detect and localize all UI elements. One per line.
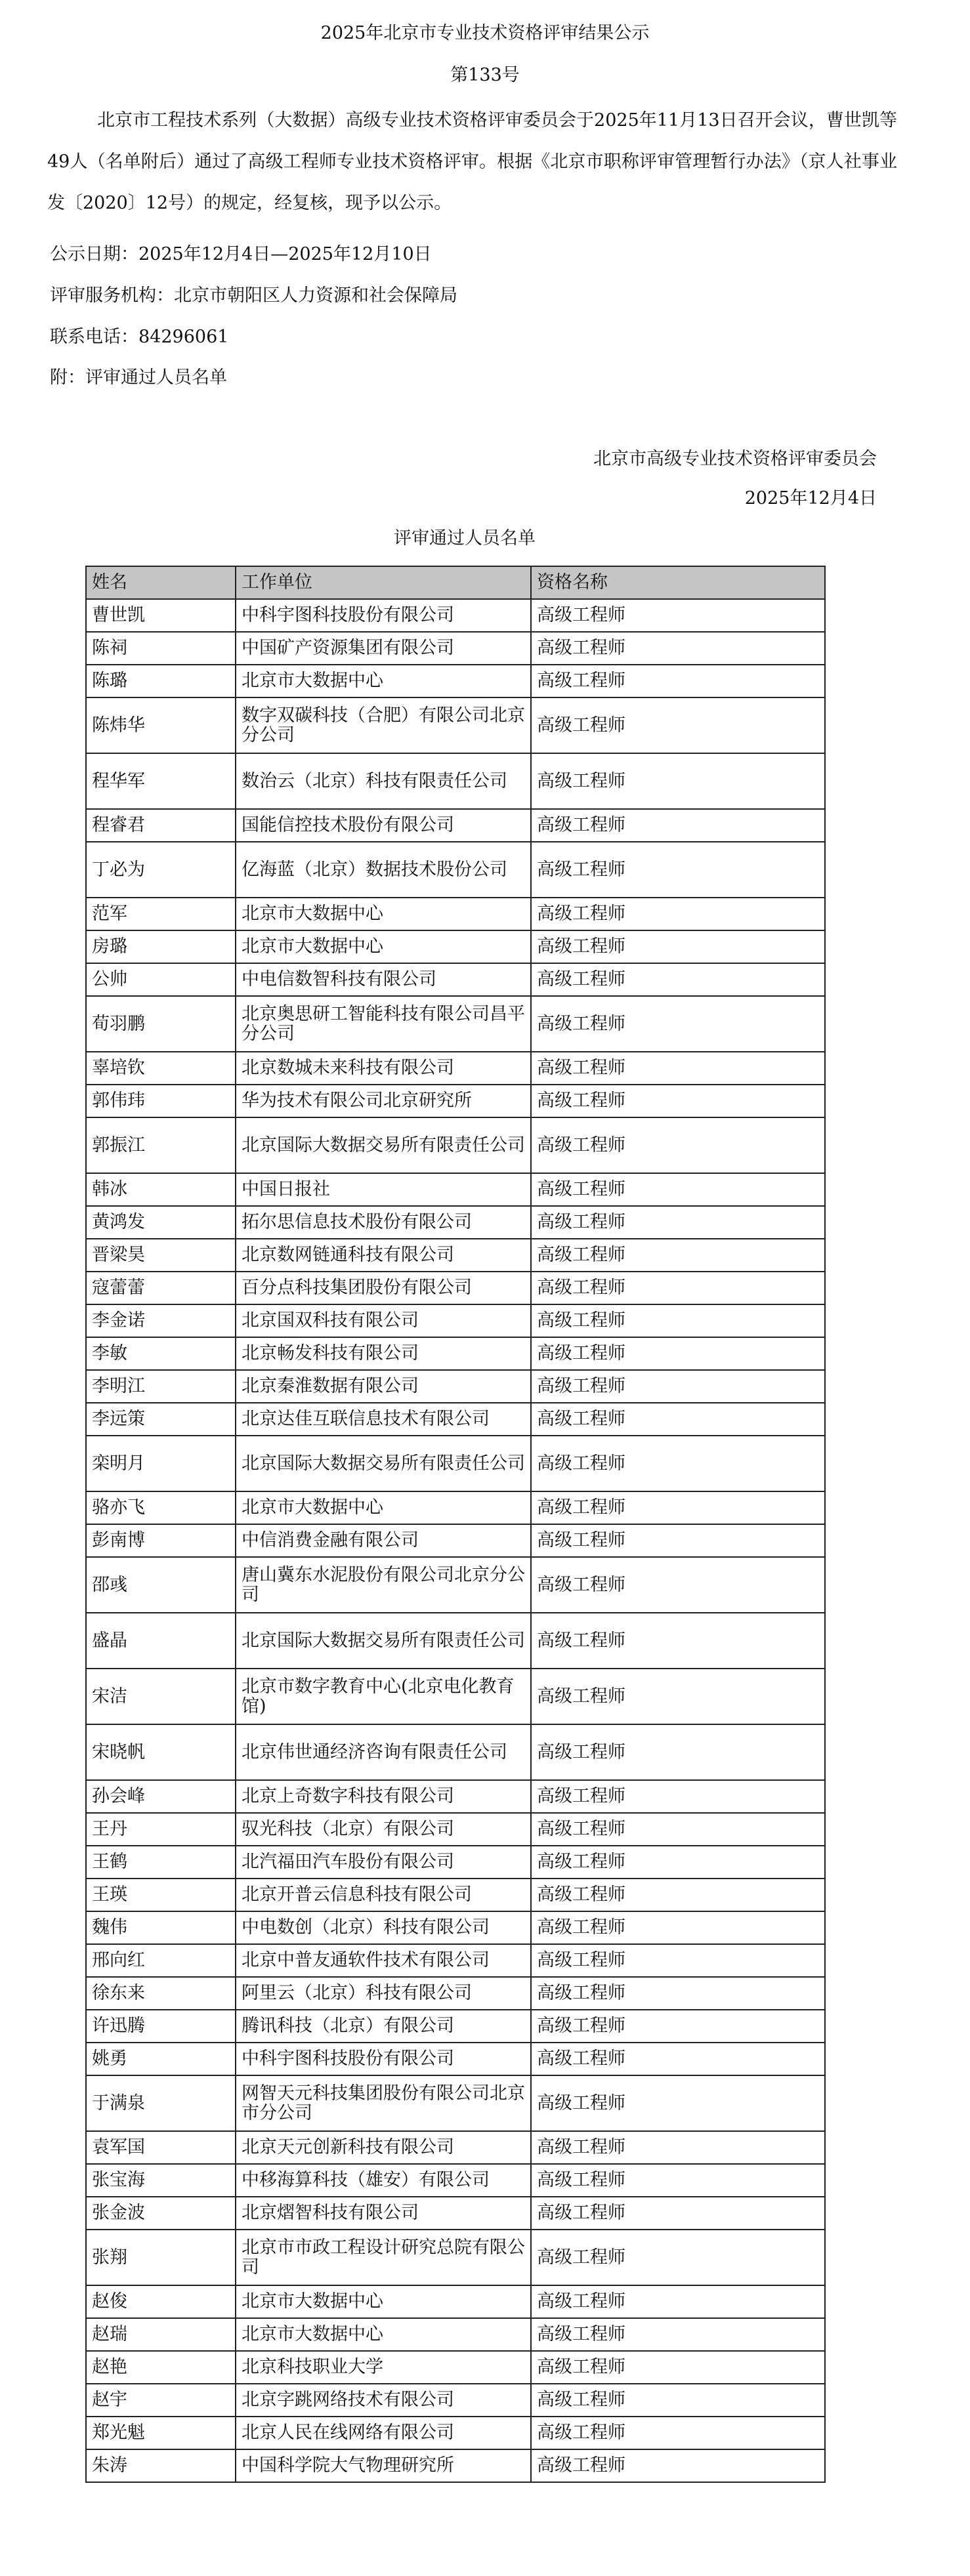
cell-org: 北京市市政工程设计研究总院有限公司 xyxy=(236,2230,531,2285)
cell-org: 北汽福田汽车股份有限公司 xyxy=(236,1846,531,1879)
cell-org: 北京市大数据中心 xyxy=(236,1491,531,1524)
cell-org: 北京科技职业大学 xyxy=(236,2351,531,2384)
table-row xyxy=(86,1304,825,1337)
cell-name: 范军 xyxy=(86,898,236,930)
cell-org: 中科宇图科技股份有限公司 xyxy=(236,2043,531,2075)
cell-org: 中国日报社 xyxy=(236,1173,531,1206)
cell-qualification: 高级工程师 xyxy=(531,1206,825,1239)
table-row xyxy=(86,1370,825,1403)
cell-name: 李金诺 xyxy=(86,1304,236,1337)
cell-name: 晋梁昊 xyxy=(86,1239,236,1272)
cell-qualification: 高级工程师 xyxy=(531,1669,825,1724)
cell-org: 亿海蓝（北京）数据技术股份公司 xyxy=(236,842,531,898)
cell-org: 阿里云（北京）科技有限公司 xyxy=(236,1977,531,2010)
cell-org: 网智天元科技集团股份有限公司北京市分公司 xyxy=(236,2075,531,2131)
cell-name: 李敏 xyxy=(86,1337,236,1370)
cell-qualification: 高级工程师 xyxy=(531,1780,825,1813)
table-row xyxy=(86,1491,825,1524)
cell-org: 拓尔思信息技术股份有限公司 xyxy=(236,1206,531,1239)
table-row xyxy=(86,1911,825,1944)
cell-org: 华为技术有限公司北京研究所 xyxy=(236,1085,531,1117)
cell-qualification: 高级工程师 xyxy=(531,1977,825,2010)
cell-org: 中国矿产资源集团有限公司 xyxy=(236,632,531,665)
cell-qualification: 高级工程师 xyxy=(531,1524,825,1557)
table-row xyxy=(86,697,825,753)
cell-name: 宋晓帆 xyxy=(86,1724,236,1780)
cell-name: 张金波 xyxy=(86,2197,236,2230)
table-row xyxy=(86,2043,825,2075)
cell-name: 姚勇 xyxy=(86,2043,236,2075)
table-row xyxy=(86,1780,825,1813)
header-name: 姓名 xyxy=(86,566,236,599)
cell-qualification: 高级工程师 xyxy=(531,1491,825,1524)
cell-qualification: 高级工程师 xyxy=(531,697,825,753)
cell-qualification: 高级工程师 xyxy=(531,930,825,963)
cell-qualification: 高级工程师 xyxy=(531,1557,825,1613)
cell-name: 丁必为 xyxy=(86,842,236,898)
table-row xyxy=(86,1117,825,1173)
cell-qualification: 高级工程师 xyxy=(531,2043,825,2075)
cell-qualification: 高级工程师 xyxy=(531,996,825,1052)
cell-org: 北京中普友通软件技术有限公司 xyxy=(236,1944,531,1977)
table-row xyxy=(86,1272,825,1304)
cell-qualification: 高级工程师 xyxy=(531,2230,825,2285)
roster-table xyxy=(85,566,826,2483)
cell-org: 北京市大数据中心 xyxy=(236,2285,531,2318)
cell-org: 北京畅发科技有限公司 xyxy=(236,1337,531,1370)
cell-org: 北京市大数据中心 xyxy=(236,665,531,697)
cell-name: 黄鸿发 xyxy=(86,1206,236,1239)
cell-qualification: 高级工程师 xyxy=(531,842,825,898)
table-row xyxy=(86,1239,825,1272)
cell-qualification: 高级工程师 xyxy=(531,963,825,996)
cell-name: 张翔 xyxy=(86,2230,236,2285)
cell-name: 王鹤 xyxy=(86,1846,236,1879)
cell-org: 北京上奇数字科技有限公司 xyxy=(236,1780,531,1813)
cell-qualification: 高级工程师 xyxy=(531,2351,825,2384)
cell-qualification: 高级工程师 xyxy=(531,2318,825,2351)
cell-name: 郭伟玮 xyxy=(86,1085,236,1117)
table-row xyxy=(86,1085,825,1117)
cell-name: 寇蕾蕾 xyxy=(86,1272,236,1304)
cell-name: 朱涛 xyxy=(86,2449,236,2482)
table-row xyxy=(86,1524,825,1557)
cell-name: 邵彧 xyxy=(86,1557,236,1613)
cell-org: 数字双碳科技（合肥）有限公司北京分公司 xyxy=(236,697,531,753)
cell-name: 宋洁 xyxy=(86,1669,236,1724)
cell-name: 程睿君 xyxy=(86,809,236,842)
header-org: 工作单位 xyxy=(236,566,531,599)
cell-qualification: 高级工程师 xyxy=(531,1272,825,1304)
cell-qualification: 高级工程师 xyxy=(531,1724,825,1780)
cell-qualification: 高级工程师 xyxy=(531,1370,825,1403)
table-row xyxy=(86,2164,825,2197)
cell-qualification: 高级工程师 xyxy=(531,2010,825,2043)
roster-title: 评审通过人员名单 xyxy=(394,528,536,549)
cell-name: 公帅 xyxy=(86,963,236,996)
table-row xyxy=(86,963,825,996)
table-row xyxy=(86,1436,825,1491)
cell-qualification: 高级工程师 xyxy=(531,1436,825,1491)
table-row xyxy=(86,1613,825,1669)
table-row xyxy=(86,2075,825,2131)
cell-qualification: 高级工程师 xyxy=(531,1613,825,1669)
table-row xyxy=(86,2131,825,2164)
cell-qualification: 高级工程师 xyxy=(531,1173,825,1206)
cell-name: 曹世凯 xyxy=(86,599,236,632)
cell-qualification: 高级工程师 xyxy=(531,1944,825,1977)
table-row xyxy=(86,930,825,963)
table-row xyxy=(86,1724,825,1780)
cell-name: 盛晶 xyxy=(86,1613,236,1669)
cell-org: 北京伟世通经济咨询有限责任公司 xyxy=(236,1724,531,1780)
cell-org: 中科宇图科技股份有限公司 xyxy=(236,599,531,632)
cell-org: 百分点科技集团股份有限公司 xyxy=(236,1272,531,1304)
cell-org: 北京市数字教育中心(北京电化教育馆) xyxy=(236,1669,531,1724)
cell-name: 荀羽鹏 xyxy=(86,996,236,1052)
table-row xyxy=(86,842,825,898)
contact-phone: 联系电话：84296061 xyxy=(50,327,229,347)
cell-qualification: 高级工程师 xyxy=(531,2384,825,2417)
cell-qualification: 高级工程师 xyxy=(531,2417,825,2449)
cell-qualification: 高级工程师 xyxy=(531,1117,825,1173)
table-row xyxy=(86,2417,825,2449)
cell-qualification: 高级工程师 xyxy=(531,2075,825,2131)
cell-name: 程华军 xyxy=(86,753,236,809)
cell-qualification: 高级工程师 xyxy=(531,898,825,930)
cell-name: 李明江 xyxy=(86,1370,236,1403)
cell-name: 邢向红 xyxy=(86,1944,236,1977)
table-row xyxy=(86,2449,825,2482)
cell-qualification: 高级工程师 xyxy=(531,1879,825,1911)
table-row xyxy=(86,2010,825,2043)
header-qualification: 资格名称 xyxy=(531,566,825,599)
table-row xyxy=(86,1879,825,1911)
table-row xyxy=(86,2384,825,2417)
roster-body xyxy=(86,599,825,2482)
document-number: 第133号 xyxy=(450,65,520,85)
cell-name: 郭振江 xyxy=(86,1117,236,1173)
table-row xyxy=(86,809,825,842)
cell-org: 腾讯科技（北京）有限公司 xyxy=(236,2010,531,2043)
cell-org: 驭光科技（北京）有限公司 xyxy=(236,1813,531,1846)
cell-name: 孙会峰 xyxy=(86,1780,236,1813)
cell-name: 王瑛 xyxy=(86,1879,236,1911)
cell-qualification: 高级工程师 xyxy=(531,753,825,809)
cell-org: 中电数创（北京）科技有限公司 xyxy=(236,1911,531,1944)
announcement-paragraph: 北京市工程技术系列（大数据）高级专业技术资格评审委员会于2025年11月13日召开会议，曹世凯等49人（名单附后）通过了高级工程师专业技术资格评审。根据《北京市职称评审管理暂行办法》（京人社事业发〔2020〕12号）的规定，经复核，现予以公示。 xyxy=(47,110,897,213)
cell-org: 北京人民在线网络有限公司 xyxy=(236,2417,531,2449)
table-row xyxy=(86,2318,825,2351)
table-row xyxy=(86,1052,825,1085)
cell-qualification: 高级工程师 xyxy=(531,1239,825,1272)
cell-qualification: 高级工程师 xyxy=(531,1085,825,1117)
cell-qualification: 高级工程师 xyxy=(531,1403,825,1436)
cell-qualification: 高级工程师 xyxy=(531,1911,825,1944)
cell-name: 张宝海 xyxy=(86,2164,236,2197)
cell-qualification: 高级工程师 xyxy=(531,809,825,842)
cell-qualification: 高级工程师 xyxy=(531,2197,825,2230)
cell-name: 郑光魁 xyxy=(86,2417,236,2449)
cell-qualification: 高级工程师 xyxy=(531,1304,825,1337)
cell-qualification: 高级工程师 xyxy=(531,665,825,697)
table-row xyxy=(86,1846,825,1879)
table-row xyxy=(86,1977,825,2010)
cell-qualification: 高级工程师 xyxy=(531,1052,825,1085)
cell-org: 北京国际大数据交易所有限责任公司 xyxy=(236,1117,531,1173)
table-header-row xyxy=(86,566,825,599)
cell-qualification: 高级工程师 xyxy=(531,2131,825,2164)
cell-name: 李远策 xyxy=(86,1403,236,1436)
table-row xyxy=(86,753,825,809)
cell-qualification: 高级工程师 xyxy=(531,1846,825,1879)
cell-name: 彭南博 xyxy=(86,1524,236,1557)
cell-name: 袁军国 xyxy=(86,2131,236,2164)
cell-name: 赵宇 xyxy=(86,2384,236,2417)
cell-org: 北京市大数据中心 xyxy=(236,930,531,963)
cell-org: 北京国际大数据交易所有限责任公司 xyxy=(236,1613,531,1669)
table-row xyxy=(86,1557,825,1613)
table-row xyxy=(86,2230,825,2285)
cell-name: 王丹 xyxy=(86,1813,236,1846)
cell-qualification: 高级工程师 xyxy=(531,1813,825,1846)
table-row xyxy=(86,996,825,1052)
cell-org: 北京秦淮数据有限公司 xyxy=(236,1370,531,1403)
cell-org: 北京熠智科技有限公司 xyxy=(236,2197,531,2230)
cell-org: 数治云（北京）科技有限责任公司 xyxy=(236,753,531,809)
table-row xyxy=(86,1669,825,1724)
table-row xyxy=(86,1206,825,1239)
cell-name: 徐东来 xyxy=(86,1977,236,2010)
cell-name: 骆亦飞 xyxy=(86,1491,236,1524)
cell-qualification: 高级工程师 xyxy=(531,632,825,665)
table-row xyxy=(86,1173,825,1206)
cell-name: 栾明月 xyxy=(86,1436,236,1491)
cell-org: 北京国双科技有限公司 xyxy=(236,1304,531,1337)
cell-name: 房璐 xyxy=(86,930,236,963)
attachment-note: 附：评审通过人员名单 xyxy=(50,367,227,388)
table-row xyxy=(86,1944,825,1977)
cell-name: 赵艳 xyxy=(86,2351,236,2384)
cell-name: 陈璐 xyxy=(86,665,236,697)
cell-org: 北京字跳网络技术有限公司 xyxy=(236,2384,531,2417)
cell-name: 韩冰 xyxy=(86,1173,236,1206)
cell-org: 北京数网链通科技有限公司 xyxy=(236,1239,531,1272)
cell-org: 中国科学院大气物理研究所 xyxy=(236,2449,531,2482)
table-row xyxy=(86,898,825,930)
cell-org: 中信消费金融有限公司 xyxy=(236,1524,531,1557)
cell-name: 许迅腾 xyxy=(86,2010,236,2043)
table-row xyxy=(86,1813,825,1846)
cell-name: 赵俊 xyxy=(86,2285,236,2318)
cell-org: 北京数城未来科技有限公司 xyxy=(236,1052,531,1085)
cell-org: 北京开普云信息科技有限公司 xyxy=(236,1879,531,1911)
table-row xyxy=(86,665,825,697)
cell-org: 北京天元创新科技有限公司 xyxy=(236,2131,531,2164)
cell-org: 国能信控技术股份有限公司 xyxy=(236,809,531,842)
cell-org: 北京市大数据中心 xyxy=(236,2318,531,2351)
service-agency: 评审服务机构：北京市朝阳区人力资源和社会保障局 xyxy=(50,285,457,306)
cell-qualification: 高级工程师 xyxy=(531,599,825,632)
cell-name: 于满泉 xyxy=(86,2075,236,2131)
cell-org: 唐山冀东水泥股份有限公司北京分公司 xyxy=(236,1557,531,1613)
cell-qualification: 高级工程师 xyxy=(531,2285,825,2318)
cell-org: 北京国际大数据交易所有限责任公司 xyxy=(236,1436,531,1491)
table-row xyxy=(86,2197,825,2230)
cell-org: 北京达佳互联信息技术有限公司 xyxy=(236,1403,531,1436)
cell-org: 北京市大数据中心 xyxy=(236,898,531,930)
cell-name: 陈炜华 xyxy=(86,697,236,753)
cell-name: 赵瑞 xyxy=(86,2318,236,2351)
cell-org: 中移海算科技（雄安）有限公司 xyxy=(236,2164,531,2197)
table-row xyxy=(86,632,825,665)
document-title: 2025年北京市专业技术资格评审结果公示 xyxy=(320,23,650,43)
cell-qualification: 高级工程师 xyxy=(531,2164,825,2197)
cell-qualification: 高级工程师 xyxy=(531,2449,825,2482)
table-row xyxy=(86,1337,825,1370)
issuer-name: 北京市高级专业技术资格评审委员会 xyxy=(593,449,877,469)
cell-name: 辜培钦 xyxy=(86,1052,236,1085)
table-row xyxy=(86,1403,825,1436)
table-row xyxy=(86,2285,825,2318)
table-row xyxy=(86,2351,825,2384)
cell-name: 陈祠 xyxy=(86,632,236,665)
cell-qualification: 高级工程师 xyxy=(531,1337,825,1370)
publicity-period: 公示日期：2025年12月4日—2025年12月10日 xyxy=(50,244,432,264)
cell-org: 北京奥思研工智能科技有限公司昌平分公司 xyxy=(236,996,531,1052)
cell-name: 魏伟 xyxy=(86,1911,236,1944)
table-row xyxy=(86,599,825,632)
issue-date: 2025年12月4日 xyxy=(744,488,877,509)
cell-org: 中电信数智科技有限公司 xyxy=(236,963,531,996)
